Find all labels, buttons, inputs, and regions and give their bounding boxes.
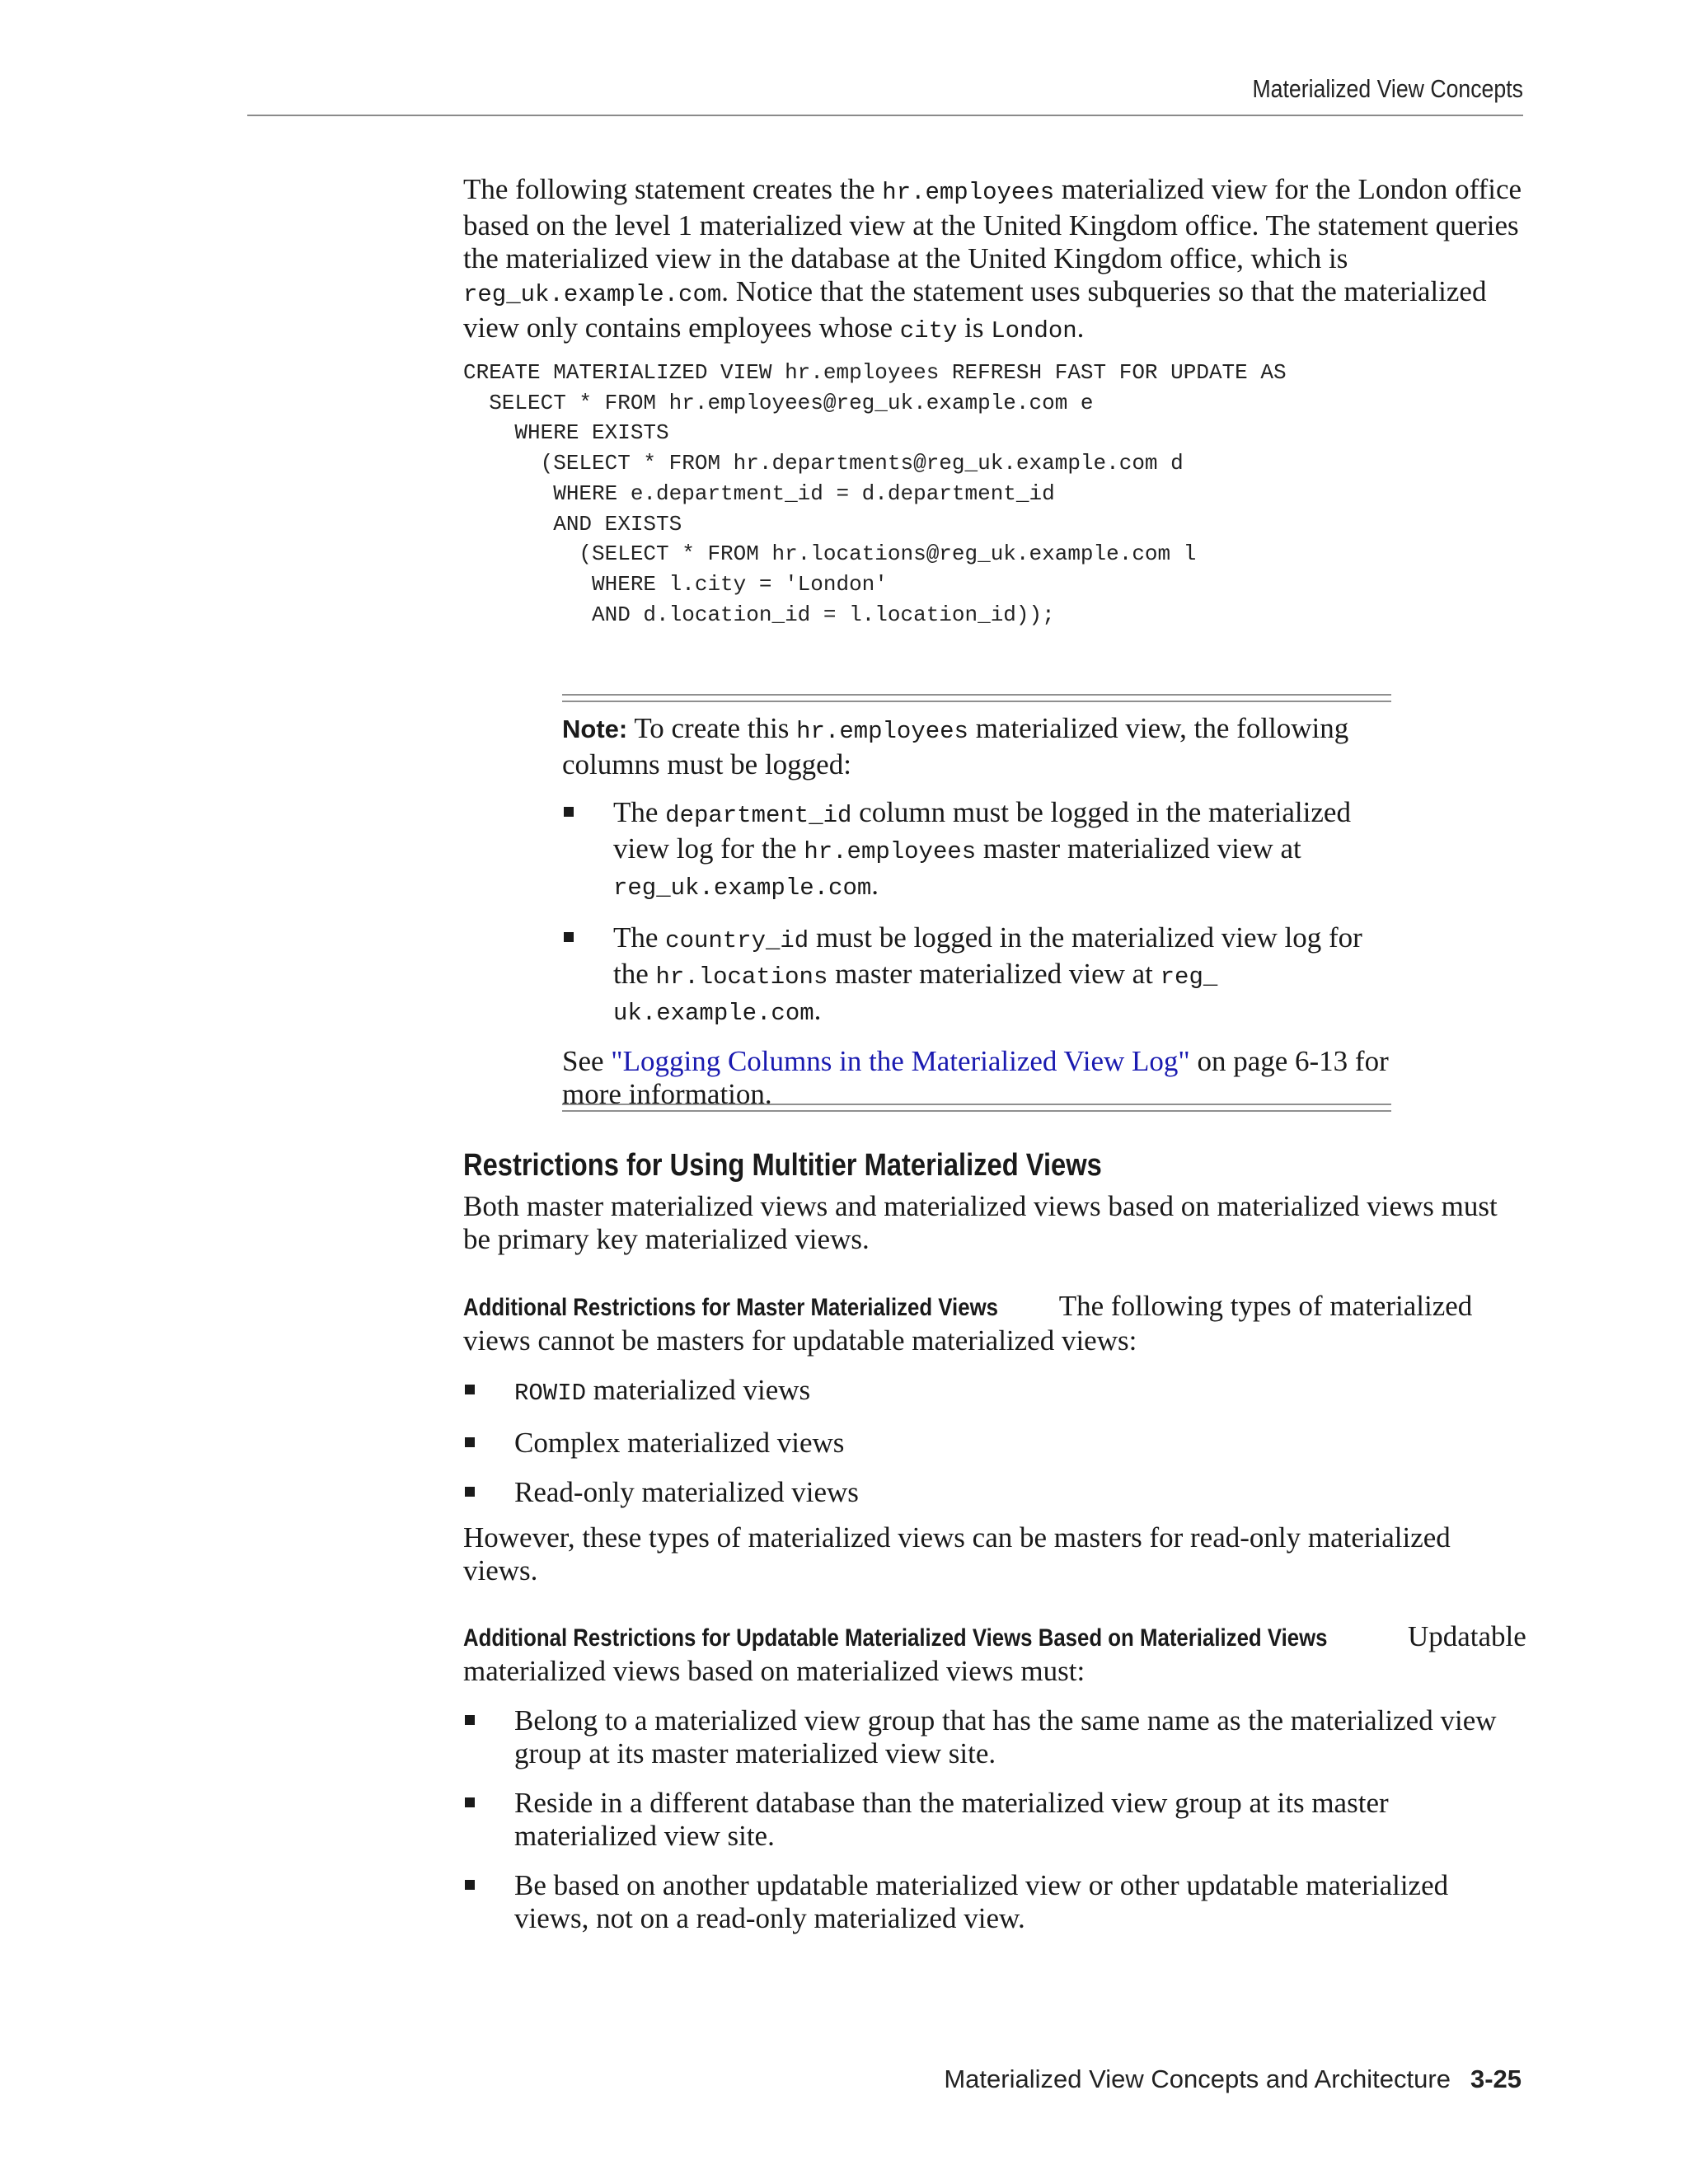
paragraph-text: Updatable materialized views based on materialized views must: bbox=[463, 1620, 1526, 1687]
intro-text: The following statement creates the bbox=[463, 173, 883, 205]
list-item bbox=[463, 1869, 1526, 1935]
list-item-text: materialized views bbox=[586, 1374, 811, 1406]
code-line: WHERE l.city = 'London' bbox=[463, 571, 888, 597]
note-bullet-text: master materialized view at bbox=[976, 832, 1301, 865]
code-line: AND EXISTS bbox=[463, 511, 682, 537]
code-term: department_id bbox=[665, 802, 852, 829]
code-line: (SELECT * FROM hr.locations@reg_uk.example.com l bbox=[463, 541, 1197, 567]
list-item-text: Be based on another updatable materialized view or other updatable materialized views, not on a read-only materialized view. bbox=[514, 1869, 1449, 1934]
code-term: reg_ bbox=[1160, 963, 1218, 991]
list-item bbox=[463, 1787, 1526, 1853]
code-term: hr.employees bbox=[882, 179, 1055, 206]
section-paragraph: Both master materialized views and materialized views based on materialized views must be primary key materialized views. bbox=[463, 1190, 1498, 1255]
note-box bbox=[562, 712, 1391, 1111]
section-heading: Restrictions for Using Multitier Materialized Views bbox=[463, 1148, 1102, 1183]
footer-title: Materialized View Concepts and Architecture bbox=[944, 2064, 1451, 2093]
header-rule bbox=[247, 115, 1523, 116]
code-term: hr.locations bbox=[655, 963, 828, 991]
intro-paragraph bbox=[463, 173, 1526, 348]
bullet-icon bbox=[465, 1797, 475, 1807]
note-bullet-text: must be logged in the materialized view log for the bbox=[613, 921, 1362, 990]
updatable-restrictions-list bbox=[463, 1704, 1526, 1935]
run-in-heading: Additional Restrictions for Master Materialized Views bbox=[463, 1294, 998, 1321]
intro-text: is bbox=[957, 312, 992, 344]
note-bullet-text: . bbox=[814, 994, 822, 1026]
code-term: country_id bbox=[665, 927, 809, 954]
note-label: Note: bbox=[562, 715, 628, 743]
bullet-icon bbox=[465, 1880, 475, 1890]
note-top-rule bbox=[562, 694, 1391, 702]
bullet-icon bbox=[465, 1437, 475, 1447]
code-line: SELECT * FROM hr.employees@reg_uk.example.com e bbox=[463, 390, 1094, 415]
run-in-heading: Additional Restrictions for Updatable Materialized Views Based on Materialized Views bbox=[463, 1624, 1328, 1652]
note-bullet-text: The bbox=[613, 921, 666, 954]
note-bottom-rule bbox=[562, 1104, 1391, 1112]
bullet-icon bbox=[465, 1385, 475, 1394]
list-item bbox=[463, 1476, 1526, 1509]
note-bullet bbox=[562, 921, 1391, 1030]
code-term: uk.example.com bbox=[613, 1000, 814, 1027]
code-block bbox=[463, 358, 1526, 630]
code-term: reg_uk.example.com bbox=[463, 281, 722, 308]
updatable-restrictions-paragraph bbox=[463, 1620, 1526, 1688]
code-term: London bbox=[991, 317, 1077, 344]
bullet-icon bbox=[564, 932, 574, 942]
note-bullet-text: . bbox=[871, 869, 879, 901]
paragraph-text: The following types of materialized views cannot be masters for updatable materialized views: bbox=[463, 1290, 1473, 1357]
list-item-text: Reside in a different database than the materialized view group at its master materialized view site. bbox=[514, 1787, 1389, 1852]
list-item bbox=[463, 1374, 1526, 1410]
intro-text: . bbox=[1076, 312, 1085, 344]
bullet-icon bbox=[465, 1715, 475, 1725]
code-line: (SELECT * FROM hr.departments@reg_uk.example.com d bbox=[463, 451, 1184, 476]
note-text: on page 6-13 for more information. bbox=[562, 1045, 1389, 1110]
page-number: 3-25 bbox=[1470, 2064, 1522, 2093]
code-term: hr.employees bbox=[804, 838, 977, 865]
code-line: WHERE EXISTS bbox=[463, 420, 669, 446]
code-term: reg_uk.example.com bbox=[613, 874, 872, 902]
note-bullet-text: The bbox=[613, 796, 666, 828]
intro-text: . Notice that the statement uses subqueries so that the materialized view only contains employees whose bbox=[463, 275, 1487, 344]
bullet-icon bbox=[465, 1487, 475, 1497]
running-header: Materialized View Concepts bbox=[1252, 74, 1523, 103]
code-line: CREATE MATERIALIZED VIEW hr.employees REFRESH FAST FOR UPDATE AS bbox=[463, 360, 1287, 385]
list-item-text: Belong to a materialized view group that has the same name as the materialized view group at its master materialized view site. bbox=[514, 1704, 1497, 1769]
page-footer bbox=[944, 2064, 1522, 2094]
note-bullet-text: column must be logged in the materialized view log for the bbox=[613, 796, 1351, 865]
cross-reference-link[interactable]: "Logging Columns in the Materialized View Log" bbox=[611, 1045, 1190, 1077]
master-restrictions-paragraph bbox=[463, 1290, 1526, 1357]
code-line: WHERE e.department_id = d.department_id bbox=[463, 480, 1055, 506]
list-item bbox=[463, 1704, 1526, 1770]
note-intro bbox=[562, 712, 1391, 781]
master-restrictions-after: However, these types of materialized views can be masters for read-only materialized views. bbox=[463, 1521, 1451, 1586]
code-line: AND d.location_id = l.location_id)); bbox=[463, 602, 1055, 627]
master-restrictions-list bbox=[463, 1374, 1526, 1509]
code-term: city bbox=[899, 317, 958, 344]
code-term: hr.employees bbox=[796, 718, 968, 745]
note-bullet bbox=[562, 796, 1391, 905]
note-see-also bbox=[562, 1045, 1391, 1111]
list-item bbox=[463, 1427, 1526, 1460]
code-term: ROWID bbox=[514, 1380, 587, 1407]
intro-text: materialized view for the London office based on the level 1 materialized view at the United Kingdom office. The statement queries the materialized view in the database at the United Kingdom office, which is bbox=[463, 173, 1522, 274]
note-text: materialized view, the following columns must be logged: bbox=[562, 712, 1349, 780]
list-item-text: Read-only materialized views bbox=[514, 1476, 859, 1508]
note-text: To create this bbox=[627, 712, 797, 744]
note-text: See bbox=[562, 1045, 612, 1077]
bullet-icon bbox=[564, 807, 574, 817]
note-bullet-text: master materialized view at bbox=[828, 958, 1160, 990]
list-item-text: Complex materialized views bbox=[514, 1427, 845, 1459]
